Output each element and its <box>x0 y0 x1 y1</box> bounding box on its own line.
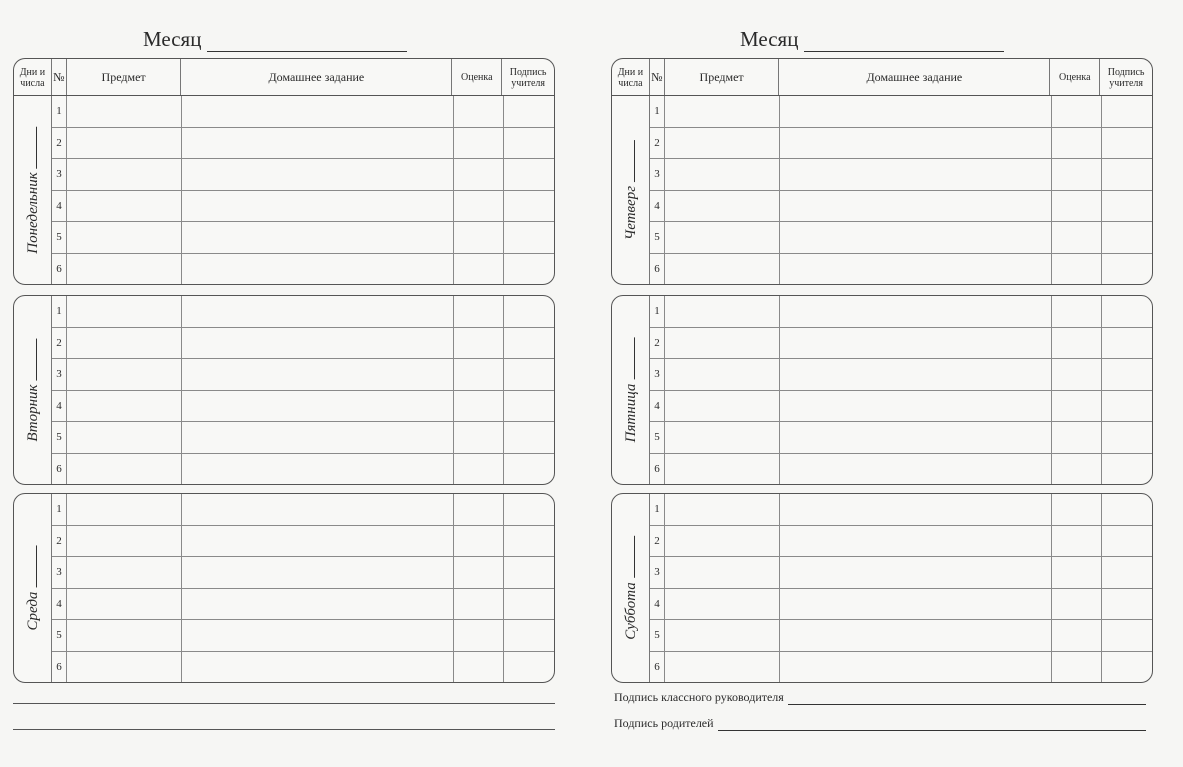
grade-cell[interactable] <box>1052 557 1102 588</box>
grade-cell[interactable] <box>1052 526 1102 557</box>
lesson-rows <box>52 494 554 682</box>
teacher-sign-cell[interactable] <box>504 328 554 359</box>
grade-cell[interactable] <box>454 328 504 359</box>
day-label-cell <box>612 96 650 284</box>
subject-cell[interactable] <box>665 391 780 422</box>
subject-cell[interactable] <box>665 422 780 453</box>
teacher-sign-cell[interactable] <box>1102 254 1152 285</box>
lesson-number: 2 <box>52 328 67 359</box>
lesson-row <box>650 391 1152 423</box>
parents-signature-label: Подпись родителей <box>614 716 714 730</box>
lesson-number: 6 <box>52 652 67 683</box>
subject-cell[interactable] <box>665 328 780 359</box>
lesson-row <box>52 422 554 454</box>
teacher-sign-cell[interactable] <box>504 391 554 422</box>
teacher-sign-cell[interactable] <box>1102 222 1152 253</box>
homework-cell[interactable] <box>182 296 454 327</box>
subject-cell[interactable] <box>67 526 182 557</box>
header-subject: Предмет <box>665 59 780 96</box>
lesson-row <box>650 128 1152 160</box>
homework-cell[interactable] <box>182 526 454 557</box>
homework-cell[interactable] <box>182 494 454 525</box>
parents-signature-line[interactable] <box>718 720 1146 731</box>
homework-cell[interactable] <box>780 296 1052 327</box>
lesson-number: 5 <box>52 620 67 651</box>
lesson-number: 1 <box>52 296 67 327</box>
lesson-row <box>52 391 554 423</box>
day-block-tuesday <box>13 295 555 485</box>
grade-cell[interactable] <box>1052 159 1102 190</box>
homework-cell[interactable] <box>780 391 1052 422</box>
subject-cell[interactable] <box>665 96 780 127</box>
subject-cell[interactable] <box>67 359 182 390</box>
grade-cell[interactable] <box>454 526 504 557</box>
grade-cell[interactable] <box>454 222 504 253</box>
teacher-sign-cell[interactable] <box>504 589 554 620</box>
teacher-sign-cell[interactable] <box>1102 128 1152 159</box>
teacher-sign-cell[interactable] <box>504 620 554 651</box>
grade-cell[interactable] <box>454 589 504 620</box>
subject-cell[interactable] <box>67 254 182 285</box>
lesson-number: 5 <box>650 222 665 253</box>
lesson-rows <box>650 296 1152 484</box>
homework-cell[interactable] <box>780 254 1052 285</box>
lesson-row <box>650 254 1152 285</box>
parents-signature <box>614 716 1146 731</box>
grade-cell[interactable] <box>454 191 504 222</box>
teacher-sign-cell[interactable] <box>1102 652 1152 683</box>
day-block-thursday <box>611 95 1153 285</box>
lesson-number: 5 <box>52 422 67 453</box>
teacher-sign-cell[interactable] <box>504 96 554 127</box>
day-name: Суббота <box>622 582 639 640</box>
subject-cell[interactable] <box>665 557 780 588</box>
grade-cell[interactable] <box>454 494 504 525</box>
lesson-rows <box>52 296 554 484</box>
subject-cell[interactable] <box>665 620 780 651</box>
subject-cell[interactable] <box>665 191 780 222</box>
subject-cell[interactable] <box>67 494 182 525</box>
lesson-number: 3 <box>650 557 665 588</box>
grade-cell[interactable] <box>1052 620 1102 651</box>
homework-cell[interactable] <box>780 422 1052 453</box>
lesson-row <box>52 494 554 526</box>
lesson-number: 3 <box>650 159 665 190</box>
lesson-rows <box>650 96 1152 284</box>
left-page <box>0 0 575 767</box>
lesson-number: 3 <box>650 359 665 390</box>
homework-cell[interactable] <box>182 222 454 253</box>
homework-cell[interactable] <box>182 557 454 588</box>
lesson-row <box>650 359 1152 391</box>
subject-cell[interactable] <box>67 159 182 190</box>
grade-cell[interactable] <box>454 96 504 127</box>
lesson-row <box>52 620 554 652</box>
lesson-row <box>52 454 554 485</box>
lesson-number: 2 <box>52 526 67 557</box>
teacher-sign-cell[interactable] <box>1102 620 1152 651</box>
date-blank[interactable] <box>622 140 635 182</box>
homework-cell[interactable] <box>182 391 454 422</box>
month-heading <box>143 22 407 52</box>
homework-cell[interactable] <box>780 359 1052 390</box>
homework-cell[interactable] <box>182 328 454 359</box>
table-header <box>13 58 555 96</box>
table-header <box>611 58 1153 96</box>
teacher-sign-cell[interactable] <box>1102 359 1152 390</box>
teacher-sign-cell[interactable] <box>1102 328 1152 359</box>
lesson-number: 4 <box>650 391 665 422</box>
class-teacher-signature-line[interactable] <box>788 694 1146 705</box>
grade-cell[interactable] <box>1052 191 1102 222</box>
homework-cell[interactable] <box>780 159 1052 190</box>
lesson-number: 4 <box>52 589 67 620</box>
lesson-number: 1 <box>52 494 67 525</box>
teacher-sign-cell[interactable] <box>1102 422 1152 453</box>
lesson-row <box>52 652 554 683</box>
lesson-number: 4 <box>52 391 67 422</box>
homework-cell[interactable] <box>780 191 1052 222</box>
lesson-number: 6 <box>650 454 665 485</box>
subject-cell[interactable] <box>67 96 182 127</box>
day-block-friday <box>611 295 1153 485</box>
header-grade: Оценка <box>1050 59 1100 96</box>
grade-cell[interactable] <box>1052 391 1102 422</box>
homework-cell[interactable] <box>780 652 1052 683</box>
date-blank[interactable] <box>24 546 37 588</box>
subject-cell[interactable] <box>665 296 780 327</box>
lesson-number: 2 <box>52 128 67 159</box>
lesson-row <box>650 652 1152 683</box>
lesson-number: 1 <box>650 96 665 127</box>
subject-cell[interactable] <box>67 128 182 159</box>
subject-cell[interactable] <box>665 589 780 620</box>
lesson-row <box>52 128 554 160</box>
lesson-row <box>650 589 1152 621</box>
subject-cell[interactable] <box>665 454 780 485</box>
grade-cell[interactable] <box>1052 296 1102 327</box>
lesson-number: 3 <box>52 159 67 190</box>
homework-cell[interactable] <box>182 454 454 485</box>
month-blank[interactable] <box>207 29 407 52</box>
teacher-sign-cell[interactable] <box>1102 96 1152 127</box>
header-teacher-sign: Подпись учителя <box>1107 66 1145 89</box>
grade-cell[interactable] <box>1052 222 1102 253</box>
subject-cell[interactable] <box>665 254 780 285</box>
grade-cell[interactable] <box>1052 254 1102 285</box>
grade-cell[interactable] <box>1052 494 1102 525</box>
lesson-row <box>52 296 554 328</box>
grade-cell[interactable] <box>1052 96 1102 127</box>
subject-cell[interactable] <box>67 191 182 222</box>
teacher-sign-cell[interactable] <box>1102 589 1152 620</box>
lesson-rows <box>650 494 1152 682</box>
homework-cell[interactable] <box>182 359 454 390</box>
grade-cell[interactable] <box>1052 652 1102 683</box>
lesson-row <box>52 526 554 558</box>
lesson-row <box>52 96 554 128</box>
right-page <box>598 0 1173 767</box>
homework-cell[interactable] <box>780 454 1052 485</box>
lesson-number: 2 <box>650 128 665 159</box>
month-heading <box>740 22 1004 52</box>
class-teacher-signature-label: Подпись классного руководителя <box>614 690 784 704</box>
grade-cell[interactable] <box>454 359 504 390</box>
grade-cell[interactable] <box>454 296 504 327</box>
teacher-sign-cell[interactable] <box>504 128 554 159</box>
lesson-row <box>650 96 1152 128</box>
homework-cell[interactable] <box>182 96 454 127</box>
teacher-sign-cell[interactable] <box>504 557 554 588</box>
homework-cell[interactable] <box>780 557 1052 588</box>
lesson-number: 2 <box>650 526 665 557</box>
class-teacher-signature <box>614 690 1146 705</box>
lesson-row <box>650 296 1152 328</box>
lesson-number: 6 <box>52 254 67 285</box>
teacher-sign-cell[interactable] <box>504 359 554 390</box>
teacher-sign-cell[interactable] <box>504 494 554 525</box>
homework-cell[interactable] <box>780 128 1052 159</box>
lesson-number: 3 <box>52 359 67 390</box>
date-blank[interactable] <box>24 126 37 168</box>
header-homework: Домашнее задание <box>779 59 1050 96</box>
subject-cell[interactable] <box>67 222 182 253</box>
subject-cell[interactable] <box>665 222 780 253</box>
grade-cell[interactable] <box>454 159 504 190</box>
day-block-monday <box>13 95 555 285</box>
lesson-number: 4 <box>52 191 67 222</box>
month-label: Месяц <box>143 27 202 51</box>
subject-cell[interactable] <box>665 494 780 525</box>
note-line[interactable] <box>13 703 555 704</box>
subject-cell[interactable] <box>665 159 780 190</box>
lesson-row <box>650 159 1152 191</box>
homework-cell[interactable] <box>780 526 1052 557</box>
teacher-sign-cell[interactable] <box>504 159 554 190</box>
day-name: Четверг <box>622 185 639 241</box>
header-days: Дни и числа <box>612 59 650 96</box>
teacher-sign-cell[interactable] <box>504 191 554 222</box>
lesson-number: 5 <box>650 620 665 651</box>
teacher-sign-cell[interactable] <box>1102 494 1152 525</box>
lesson-row <box>650 620 1152 652</box>
homework-cell[interactable] <box>182 159 454 190</box>
subject-cell[interactable] <box>67 652 182 683</box>
date-blank[interactable] <box>24 338 37 380</box>
grade-cell[interactable] <box>454 254 504 285</box>
subject-cell[interactable] <box>67 391 182 422</box>
subject-cell[interactable] <box>665 526 780 557</box>
header-teacher-sign: Подпись учителя <box>509 66 547 89</box>
subject-cell[interactable] <box>67 328 182 359</box>
subject-cell[interactable] <box>665 652 780 683</box>
lesson-number: 1 <box>650 296 665 327</box>
lesson-row <box>52 589 554 621</box>
homework-cell[interactable] <box>780 494 1052 525</box>
header-num: № <box>52 59 67 96</box>
subject-cell[interactable] <box>67 454 182 485</box>
subject-cell[interactable] <box>665 359 780 390</box>
grade-cell[interactable] <box>454 620 504 651</box>
subject-cell[interactable] <box>67 589 182 620</box>
teacher-sign-cell[interactable] <box>504 222 554 253</box>
teacher-sign-cell[interactable] <box>504 526 554 557</box>
lesson-row <box>650 557 1152 589</box>
homework-cell[interactable] <box>182 652 454 683</box>
day-block-wednesday <box>13 493 555 683</box>
header-days: Дни и числа <box>14 59 52 96</box>
subject-cell[interactable] <box>67 557 182 588</box>
homework-cell[interactable] <box>182 422 454 453</box>
lesson-row <box>650 191 1152 223</box>
teacher-sign-cell[interactable] <box>504 296 554 327</box>
subject-cell[interactable] <box>67 620 182 651</box>
grade-cell[interactable] <box>454 128 504 159</box>
homework-cell[interactable] <box>780 328 1052 359</box>
grade-cell[interactable] <box>1052 128 1102 159</box>
lesson-row <box>52 191 554 223</box>
day-name: Понедельник <box>24 172 41 254</box>
homework-cell[interactable] <box>182 191 454 222</box>
lesson-rows <box>52 96 554 284</box>
day-label-cell <box>14 296 52 484</box>
teacher-sign-cell[interactable] <box>1102 557 1152 588</box>
header-homework: Домашнее задание <box>181 59 452 96</box>
lesson-row <box>650 222 1152 254</box>
teacher-sign-cell[interactable] <box>504 422 554 453</box>
homework-cell[interactable] <box>182 128 454 159</box>
day-block-saturday <box>611 493 1153 683</box>
lesson-number: 5 <box>52 222 67 253</box>
teacher-sign-cell[interactable] <box>1102 191 1152 222</box>
lesson-row <box>650 328 1152 360</box>
day-label-cell <box>14 494 52 682</box>
lesson-number: 1 <box>52 96 67 127</box>
lesson-row <box>52 359 554 391</box>
day-label-cell <box>612 296 650 484</box>
subject-cell[interactable] <box>67 296 182 327</box>
teacher-sign-cell[interactable] <box>504 454 554 485</box>
header-subject: Предмет <box>67 59 182 96</box>
lesson-number: 3 <box>52 557 67 588</box>
day-label-cell <box>14 96 52 284</box>
grade-cell[interactable] <box>454 652 504 683</box>
teacher-sign-cell[interactable] <box>1102 391 1152 422</box>
homework-cell[interactable] <box>182 254 454 285</box>
month-blank[interactable] <box>804 29 1004 52</box>
homework-cell[interactable] <box>780 589 1052 620</box>
subject-cell[interactable] <box>67 422 182 453</box>
lesson-number: 4 <box>650 589 665 620</box>
subject-cell[interactable] <box>665 128 780 159</box>
grade-cell[interactable] <box>1052 589 1102 620</box>
teacher-sign-cell[interactable] <box>1102 454 1152 485</box>
homework-cell[interactable] <box>182 620 454 651</box>
grade-cell[interactable] <box>454 391 504 422</box>
lesson-number: 6 <box>52 454 67 485</box>
header-grade: Оценка <box>452 59 502 96</box>
lesson-number: 4 <box>650 191 665 222</box>
day-name: Среда <box>24 591 41 631</box>
teacher-sign-cell[interactable] <box>1102 526 1152 557</box>
lesson-number: 2 <box>650 328 665 359</box>
day-name: Вторник <box>24 384 41 442</box>
teacher-sign-cell[interactable] <box>1102 159 1152 190</box>
lesson-row <box>52 254 554 285</box>
homework-cell[interactable] <box>780 620 1052 651</box>
lesson-number: 5 <box>650 422 665 453</box>
lesson-row <box>52 159 554 191</box>
lesson-number: 6 <box>650 254 665 285</box>
grade-cell[interactable] <box>1052 328 1102 359</box>
teacher-sign-cell[interactable] <box>504 254 554 285</box>
teacher-sign-cell[interactable] <box>1102 296 1152 327</box>
date-blank[interactable] <box>622 338 635 380</box>
day-label-cell <box>612 494 650 682</box>
grade-cell[interactable] <box>454 557 504 588</box>
grade-cell[interactable] <box>1052 422 1102 453</box>
grade-cell[interactable] <box>1052 359 1102 390</box>
homework-cell[interactable] <box>780 222 1052 253</box>
lesson-row <box>52 222 554 254</box>
homework-cell[interactable] <box>182 589 454 620</box>
lesson-row <box>650 494 1152 526</box>
grade-cell[interactable] <box>454 454 504 485</box>
lesson-row <box>650 422 1152 454</box>
lesson-number: 1 <box>650 494 665 525</box>
grade-cell[interactable] <box>1052 454 1102 485</box>
lesson-row <box>52 328 554 360</box>
day-name: Пятница <box>622 383 639 443</box>
homework-cell[interactable] <box>780 96 1052 127</box>
lesson-row <box>52 557 554 589</box>
note-line[interactable] <box>13 729 555 730</box>
lesson-row <box>650 454 1152 485</box>
lesson-row <box>650 526 1152 558</box>
lesson-number: 6 <box>650 652 665 683</box>
month-label: Месяц <box>740 27 799 51</box>
date-blank[interactable] <box>622 536 635 578</box>
teacher-sign-cell[interactable] <box>504 652 554 683</box>
header-num: № <box>650 59 665 96</box>
grade-cell[interactable] <box>454 422 504 453</box>
